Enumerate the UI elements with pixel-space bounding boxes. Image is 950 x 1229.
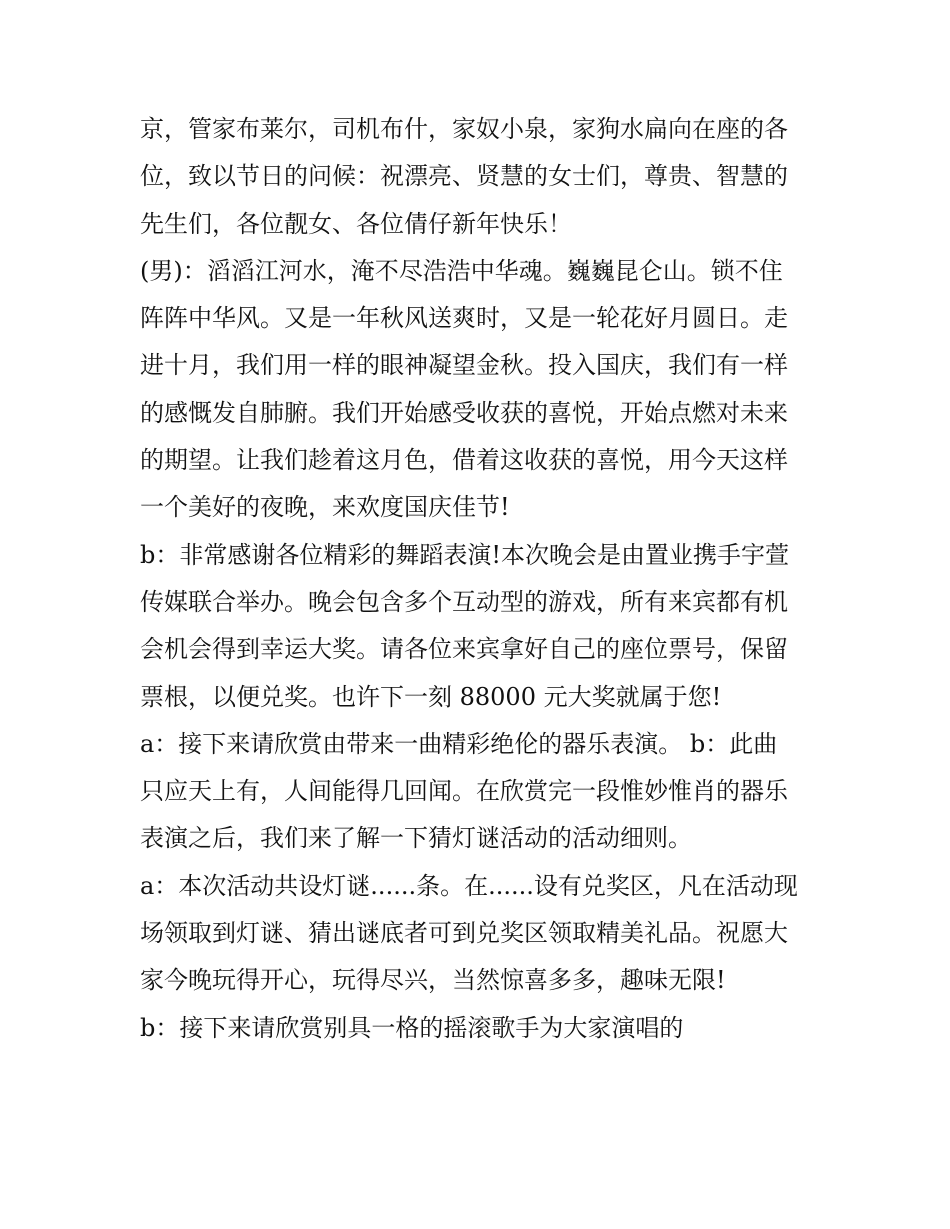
text-line: 家今晚玩得开心，玩得尽兴，当然惊喜多多，趣味无限!	[140, 966, 726, 995]
text-line: b：非常感谢各位精彩的舞蹈表演!本次晚会是由置业携手宇萱	[140, 540, 790, 569]
text-line: 传媒联合举办。晚会包含多个互动型的游戏，所有来宾都有机	[140, 587, 788, 616]
text-line: 阵阵中华风。又是一年秋风送爽时，又是一轮花好月圆日。走	[140, 304, 788, 333]
text-line: 的期望。让我们趁着这月色，借着这收获的喜悦，用今天这样	[140, 446, 788, 475]
text-line: 票根，以便兑奖。也许下一刻 88000 元大奖就属于您!	[140, 682, 722, 711]
text-line: 一个美好的夜晚，来欢度国庆佳节!	[140, 493, 510, 522]
text-line: 表演之后，我们来了解一下猜灯谜活动的活动细则。	[140, 824, 692, 853]
text-line: 场领取到灯谜、猜出谜底者可到兑奖区领取精美礼品。祝愿大	[140, 919, 788, 948]
text-line: b：接下来请欣赏别具一格的摇滚歌手为大家演唱的	[140, 1013, 684, 1042]
text-line: (男)：滔滔江河水，淹不尽浩浩中华魂。巍巍昆仑山。锁不住	[140, 256, 783, 285]
text-line: a：接下来请欣赏由带来一曲精彩绝伦的器乐表演。 b：此曲	[140, 729, 778, 758]
text-line: 位，致以节日的问候：祝漂亮、贤慧的女士们，尊贵、智慧的	[140, 162, 788, 191]
text-line: 的感慨发自肺腑。我们开始感受收获的喜悦，开始点燃对未来	[140, 398, 788, 427]
text-line: 会机会得到幸运大奖。请各位来宾拿好自己的座位票号，保留	[140, 635, 788, 664]
text-line: 只应天上有，人间能得几回闻。在欣赏完一段惟妙惟肖的器乐	[140, 777, 788, 806]
document-body	[140, 106, 820, 1052]
text-line: 进十月，我们用一样的眼神凝望金秋。投入国庆，我们有一样	[140, 351, 788, 380]
text-line: a：本次活动共设灯谜......条。在......设有兑奖区，凡在活动现	[140, 871, 798, 900]
text-line: 先生们，各位靓女、各位倩仔新年快乐！	[140, 209, 572, 238]
text-line: 京，管家布莱尔，司机布什，家奴小泉，家狗水扁向在座的各	[140, 115, 788, 143]
